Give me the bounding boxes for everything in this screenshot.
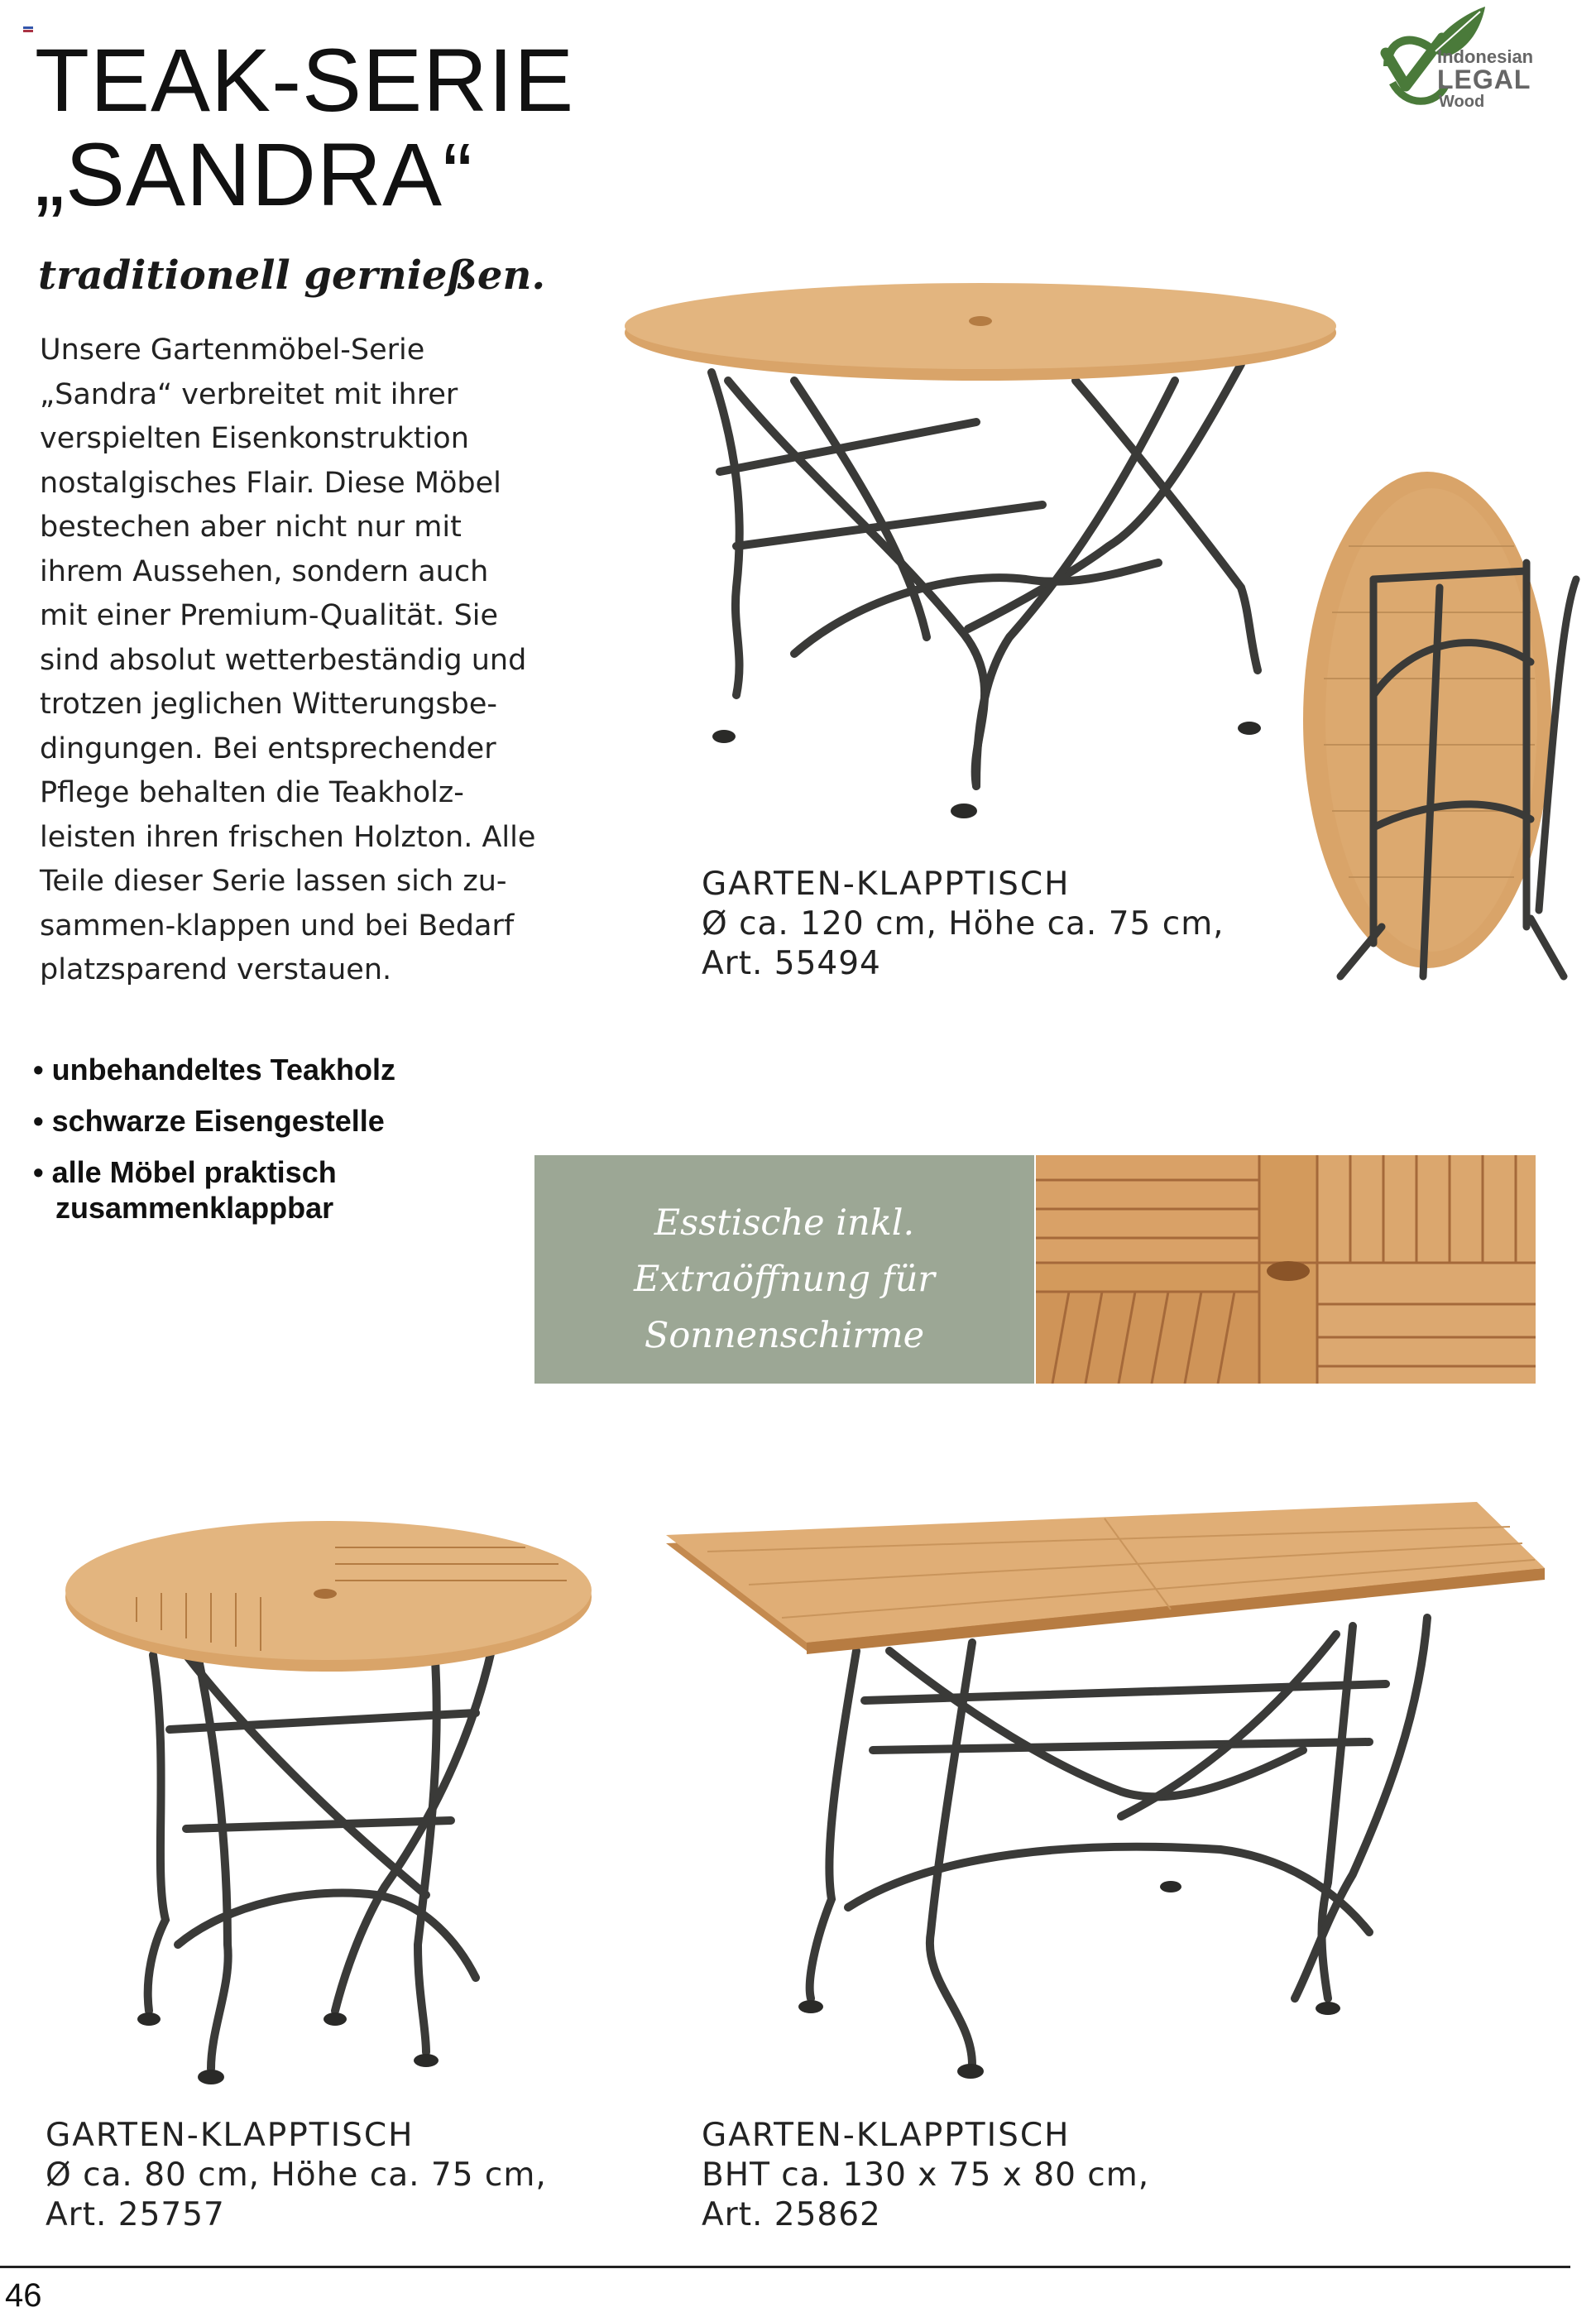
- intro-line: bestechen aber nicht nur mit: [40, 511, 462, 544]
- product-image-folded-table: [1291, 447, 1596, 1026]
- product-name: GARTEN-KLAPPTISCH: [702, 2117, 1071, 2154]
- highlight-box: [534, 1155, 1034, 1384]
- feature-item: • alle Möbel praktisch: [33, 1155, 337, 1189]
- corner-mark: [23, 26, 33, 32]
- logo-line-3: Wood: [1439, 93, 1485, 111]
- intro-line: nostalgisches Flair. Diese Möbel: [40, 466, 501, 500]
- product-caption-25757: [46, 2116, 547, 2235]
- feature-item-continuation: zusammenklappbar: [55, 1191, 334, 1225]
- product-name: GARTEN-KLAPPTISCH: [702, 866, 1071, 903]
- intro-line: ihrem Aussehen, sondern auch: [40, 554, 489, 588]
- intro-paragraph: [40, 329, 578, 993]
- product-dimensions: Ø ca. 80 cm, Höhe ca. 75 cm,: [46, 2156, 547, 2194]
- title-line-1: TEAK-SERIE: [35, 30, 575, 130]
- logo-line-1: Indonesian: [1437, 46, 1534, 67]
- legal-wood-logo: [1369, 0, 1547, 116]
- product-name: GARTEN-KLAPPTISCH: [46, 2117, 415, 2154]
- title-line-2: „SANDRA“: [35, 124, 474, 224]
- intro-line: Teile dieser Serie lassen sich zu-: [40, 865, 507, 898]
- intro-line: verspielten Eisenkonstruktion: [40, 422, 469, 455]
- intro-line: trotzen jeglichen Witterungsbe-: [40, 688, 498, 721]
- intro-line: mit einer Premium-Qualität. Sie: [40, 599, 499, 632]
- feature-item: • unbehandeltes Teakholz: [33, 1053, 396, 1087]
- intro-line: Unsere Gartenmöbel-Serie: [40, 333, 425, 367]
- product-article-number: Art. 25757: [46, 2196, 225, 2233]
- intro-line: leisten ihren frischen Holzton. Alle: [40, 820, 536, 854]
- highlight-line: Extraöffnung für: [634, 1259, 935, 1300]
- product-caption-55494: [702, 865, 1225, 984]
- feature-list: [33, 1044, 395, 1225]
- wood-detail-image: [1036, 1155, 1536, 1384]
- highlight-line: Esstische inkl.: [654, 1202, 915, 1244]
- product-image-round-table-80: [62, 1514, 600, 2094]
- product-image-rect-table: [658, 1502, 1551, 2081]
- intro-line: dingungen. Bei entsprechender: [40, 732, 496, 765]
- page-number: 46: [5, 2277, 42, 2314]
- intro-line: Pflege behalten die Teakholz-: [40, 776, 464, 809]
- intro-line: sammen-klappen und bei Bedarf: [40, 909, 515, 943]
- intro-line: sind absolut wetterbeständig und: [40, 643, 527, 677]
- product-dimensions: BHT ca. 130 x 75 x 80 cm,: [702, 2156, 1150, 2194]
- product-article-number: Art. 55494: [702, 945, 881, 982]
- product-dimensions: Ø ca. 120 cm, Höhe ca. 75 cm,: [702, 905, 1225, 943]
- intro-line: „Sandra“ verbreitet mit ihrer: [40, 377, 458, 411]
- highlight-line: Sonnenschirme: [644, 1315, 925, 1356]
- page-title: [35, 30, 575, 224]
- product-image-round-table-120: [612, 273, 1349, 836]
- page-subtitle: traditionell gernießen.: [38, 252, 546, 299]
- logo-line-2: LEGAL: [1437, 65, 1531, 94]
- product-caption-25862: [702, 2116, 1149, 2235]
- product-article-number: Art. 25862: [702, 2196, 881, 2233]
- feature-item: • schwarze Eisengestelle: [33, 1104, 385, 1138]
- intro-line: platzsparend verstauen.: [40, 953, 392, 986]
- footer-rule: [0, 2266, 1570, 2268]
